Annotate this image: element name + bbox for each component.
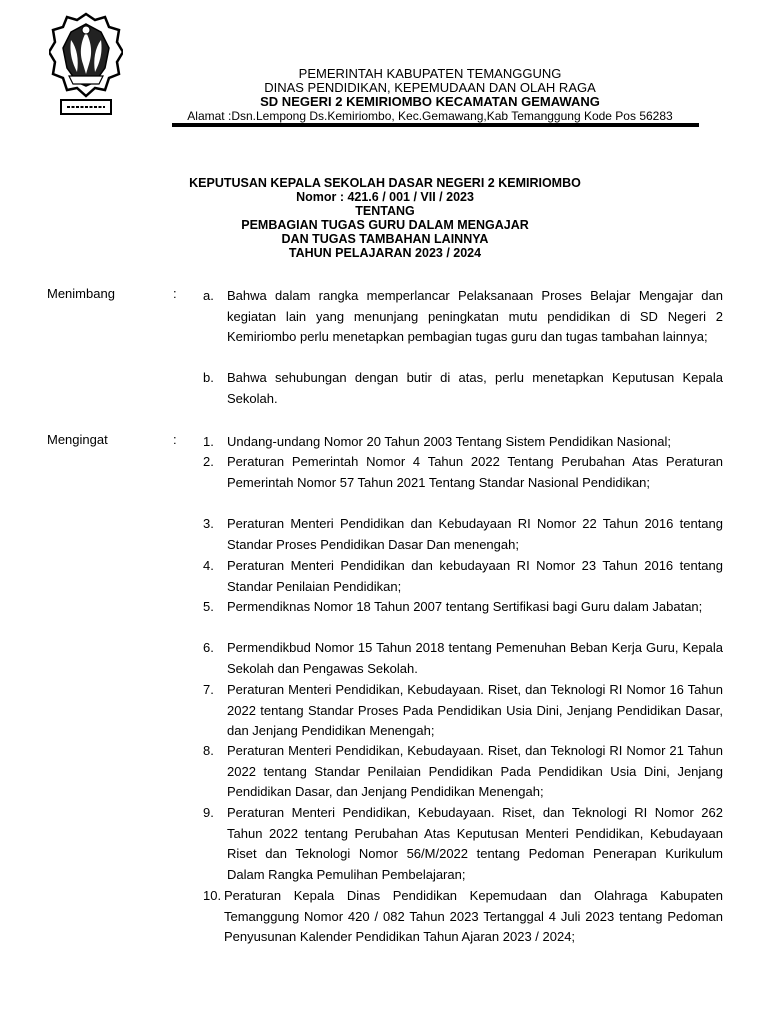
letterhead-agency: DINAS PENDIDIKAN, KEPEMUDAAN DAN OLAH RAGA	[264, 80, 596, 95]
letterhead-government: PEMERINTAH KABUPATEN TEMANGGUNG	[298, 66, 562, 81]
item-marker: a.	[203, 288, 214, 303]
item-text: Permendiknas Nomor 18 Tahun 2007 tentang Sertifikasi bagi Guru dalam Jabatan;	[227, 599, 703, 614]
item-marker: 3.	[203, 516, 214, 531]
menimbang-item	[203, 368, 723, 409]
letterhead-school-name: SD NEGERI 2 KEMIRIOMBO KECAMATAN GEMAWANG	[260, 94, 600, 109]
decree-number: Nomor : 421.6 / 001 / VII / 2023	[296, 190, 474, 204]
item-marker: 5.	[203, 599, 214, 614]
item-marker: b.	[203, 370, 214, 385]
mengingat-item	[203, 514, 723, 555]
item-marker: 1.	[203, 434, 214, 449]
mengingat-item	[203, 680, 723, 742]
menimbang-item	[203, 286, 723, 348]
item-text: Peraturan Menteri Pendidikan, Kebudayaan. Riset, dan Teknologi RI Nomor 262 Tahun 2022 tentang Perubahan Atas Keputusan Menteri Pendidikan, Kebudayaan Riset dan Teknologi Nomor 56/M/2022 tentang Pedoman Penerapan Kurikulum Dalam Rangka Pemulihan Pembelajaran;	[227, 805, 723, 883]
mengingat-item	[203, 597, 723, 618]
decree-academic-year: TAHUN PELAJARAN 2023 / 2024	[288, 246, 482, 260]
item-text: Peraturan Menteri Pendidikan dan Kebudayaan RI Nomor 22 Tahun 2016 tentang Standar Proses Pendidikan Dasar Dan menengah;	[227, 516, 723, 552]
item-marker: 2.	[203, 454, 214, 469]
item-text: Peraturan Kepala Dinas Pendidikan Kepemudaan dan Olahraga Kabupaten Temanggung Nomor 420 / 082 Tahun 2023 Tertanggal 4 Juli 2023 tentang Pedoman Penyusunan Kalender Pendidikan Tahun Ajaran 2023 / 2024;	[224, 888, 723, 945]
item-marker: 6.	[203, 640, 214, 655]
item-text: Undang-undang Nomor 20 Tahun 2003 Tentang Sistem Pendidikan Nasional;	[227, 434, 671, 449]
item-marker: 8.	[203, 743, 214, 758]
mengingat-item	[203, 638, 723, 679]
letterhead	[175, 67, 685, 123]
mengingat-item	[203, 432, 723, 453]
mengingat-colon: :	[173, 432, 177, 447]
mengingat-item	[203, 886, 723, 948]
letterhead-address: Alamat :Dsn.Lempong Ds.Kemiriombo, Kec.Gemawang,Kab Temanggung Kode Pos 56283	[187, 109, 673, 123]
mengingat-item	[203, 556, 723, 597]
item-marker: 4.	[203, 558, 214, 573]
item-marker: 9.	[203, 805, 214, 820]
item-text: Peraturan Menteri Pendidikan dan kebudayaan RI Nomor 23 Tahun 2016 tentang Standar Penilaian Pendidikan;	[227, 558, 723, 594]
menimbang-colon: :	[173, 286, 177, 301]
menimbang-label: Menimbang	[47, 286, 115, 301]
regency-coat-of-arms-logo	[49, 12, 123, 122]
mengingat-label: Mengingat	[47, 432, 108, 447]
mengingat-item	[203, 452, 723, 493]
decree-tentang: TENTANG	[355, 204, 415, 218]
decree-title	[160, 176, 610, 260]
item-text: Peraturan Menteri Pendidikan, Kebudayaan. Riset, dan Teknologi RI Nomor 16 Tahun 2022 tentang Standar Proses Pada Pendidikan Usia Dini, Jenjang Pendidikan Dasar, dan Jenjang Pendidikan Menengah;	[227, 682, 723, 739]
item-marker: 7.	[203, 682, 214, 697]
decree-subject-line-1: PEMBAGIAN TUGAS GURU DALAM MENGAJAR	[241, 218, 529, 232]
item-marker: 10.	[203, 888, 222, 903]
mengingat-item	[203, 741, 723, 803]
decree-heading: KEPUTUSAN KEPALA SEKOLAH DASAR NEGERI 2 KEMIRIOMBO	[189, 176, 581, 190]
item-text: Bahwa dalam rangka memperlancar Pelaksanaan Proses Belajar Mengajar dan kegiatan lain yang menunjang peningkatan mutu pendidikan di SD Negeri 2 Kemiriombo perlu menetapkan pembagian tugas guru dan tugas tambahan lainnya;	[227, 288, 723, 345]
mengingat-item	[203, 803, 723, 886]
item-text: Permendikbud Nomor 15 Tahun 2018 tentang Pemenuhan Beban Kerja Guru, Kepala Sekolah dan Pengawas Sekolah.	[227, 640, 723, 676]
decree-subject-line-2: DAN TUGAS TAMBAHAN LAINNYA	[281, 232, 489, 246]
item-text: Bahwa sehubungan dengan butir di atas, perlu menetapkan Keputusan Kepala Sekolah.	[227, 370, 723, 406]
letterhead-divider	[172, 123, 699, 127]
item-text: Peraturan Menteri Pendidikan, Kebudayaan. Riset, dan Teknologi RI Nomor 21 Tahun 2022 tentang Standar Penilaian Pendidikan Pada Pendidikan Usia Dini, Jenjang Pendidikan Dasar, dan Jenjang Pendidikan Menengah;	[227, 743, 723, 800]
item-text: Peraturan Pemerintah Nomor 4 Tahun 2022 Tentang Perubahan Atas Peraturan Pemerintah Nomor 57 Tahun 2021 Tentang Standar Nasional Pendidikan;	[227, 454, 723, 490]
